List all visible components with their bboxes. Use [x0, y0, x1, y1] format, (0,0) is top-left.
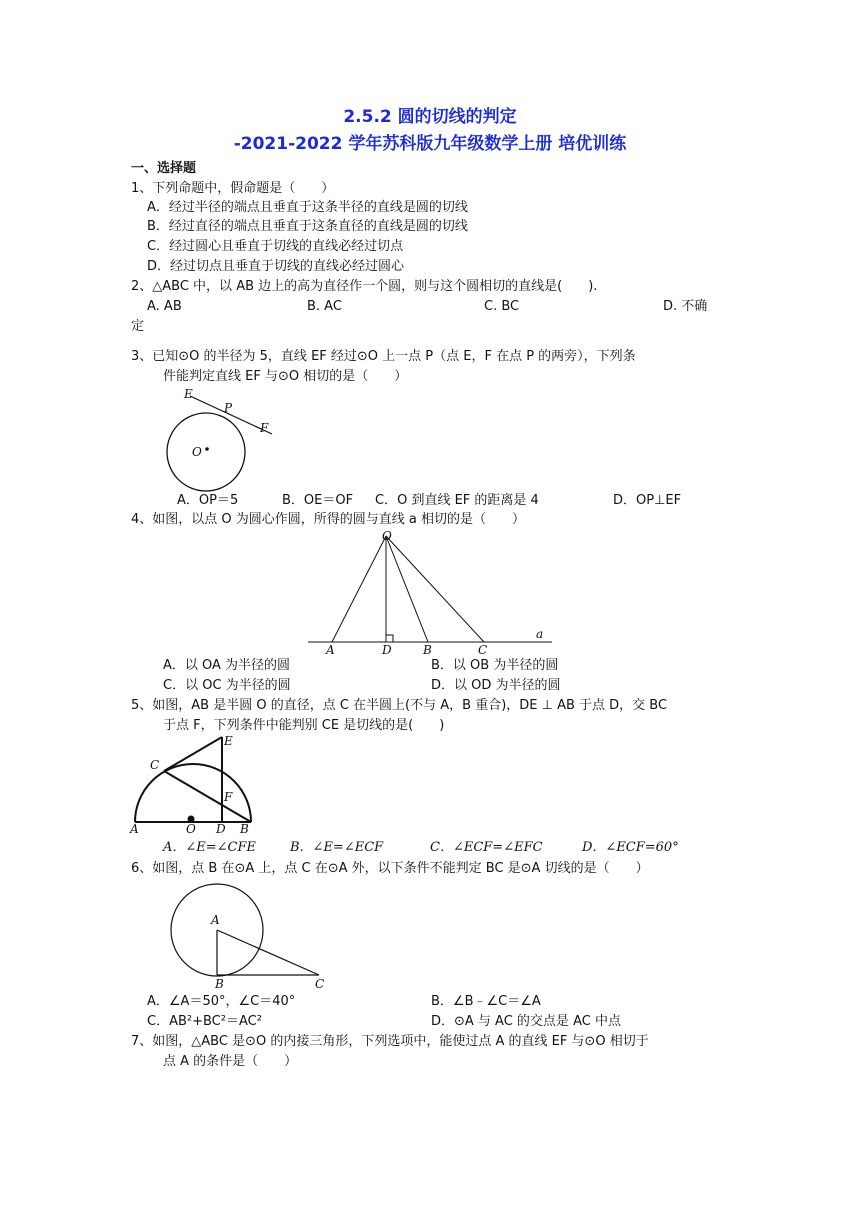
q5-label-b: B	[240, 822, 249, 835]
q5-option-d: D．∠ECF=60°	[582, 840, 679, 855]
q4-option-c: C．以 OC 为半径的圆	[163, 678, 291, 693]
page-title: 2.5.2 圆的切线的判定	[343, 107, 517, 127]
page-subtitle: -2021-2022 学年苏科版九年级数学上册 培优训练	[233, 134, 627, 154]
q3-stem-line2: 件能判定直线 EF 与⊙O 相切的是（ ）	[163, 369, 408, 384]
q1-option-b: B．经过直径的端点且垂直于这条直径的直线是圆的切线	[147, 219, 468, 234]
q5-segment-cb	[164, 771, 251, 822]
q3-figure	[160, 384, 280, 496]
q6-option-d: D．⊙A 与 AC 的交点是 AC 中点	[431, 1014, 621, 1029]
q6-label-c: C	[315, 977, 325, 990]
q3-option-c: C．O 到直线 EF 的距离是 4	[375, 493, 539, 508]
q4-segment-oc	[386, 536, 484, 642]
q4-label-c: C	[478, 643, 488, 656]
q5-label-f: F	[224, 790, 233, 804]
q6-stem: 6、如图，点 B 在⊙A 上，点 C 在⊙A 外，以下条件不能判定 BC 是⊙A 切线的是（ ）	[131, 861, 649, 876]
q3-label-f: F	[260, 421, 269, 435]
q5-label-o: O	[186, 822, 196, 835]
q1-option-a: A．经过半径的端点且垂直于这条半径的直线是圆的切线	[147, 200, 468, 215]
q3-label-p: P	[224, 401, 233, 415]
q4-figure	[300, 528, 560, 656]
q4-right-angle-mark	[386, 635, 393, 642]
q5-label-a: A	[130, 822, 139, 835]
q4-option-d: D．以 OD 为半径的圆	[431, 678, 561, 693]
q6-segment-ac	[217, 930, 319, 975]
q4-stem: 4、如图，以点 O 为圆心作圆，所得的圆与直线 a 相切的是（ ）	[131, 512, 525, 527]
q1-option-c: C．经过圆心且垂直于切线的直线必经过切点	[147, 239, 404, 254]
q3-center-dot	[205, 447, 209, 451]
q3-option-d: D．OP⊥EF	[613, 493, 682, 508]
q5-stem-line2: 于点 F，下列条件中能判别 CE 是切线的是( )	[163, 718, 445, 733]
q3-option-b: B．OE＝OF	[282, 493, 354, 508]
q2-option-d: D. 不确	[663, 299, 708, 314]
q5-segment-ce	[164, 737, 222, 771]
q3-option-a: A．OP＝5	[177, 493, 239, 508]
q1-stem: 1、下列命题中，假命题是（ ）	[131, 181, 335, 196]
q5-semicircle	[135, 764, 251, 822]
q4-label-o: O	[382, 529, 392, 543]
q6-label-b: B	[215, 977, 224, 990]
q4-label-a: A	[326, 643, 335, 656]
q7-stem-line1: 7、如图，△ABC 是⊙O 的内接三角形，下列选项中，能使过点 A 的直线 EF 与⊙O 相切于	[131, 1034, 649, 1049]
q2-option-d-continued: 定	[131, 319, 145, 334]
q5-label-c: C	[150, 758, 160, 772]
section-heading: 一、选择题	[131, 161, 197, 176]
q3-circle-o	[167, 413, 245, 491]
q4-option-a: A．以 OA 为半径的圆	[163, 658, 291, 673]
q6-option-a: A．∠A＝50°，∠C＝40°	[147, 994, 296, 1009]
q6-figure	[165, 878, 335, 990]
q5-option-a: A．∠E=∠CFE	[163, 840, 257, 855]
q4-segment-ob	[386, 536, 428, 642]
q2-option-b: B. AC	[307, 299, 342, 314]
q2-option-a: A. AB	[147, 299, 182, 314]
q3-label-e: E	[184, 387, 193, 401]
q2-option-c: C. BC	[484, 299, 520, 314]
q3-label-o: O	[192, 445, 202, 459]
q6-option-b: B．∠B﹣∠C＝∠A	[431, 994, 541, 1009]
q5-label-e: E	[224, 734, 233, 748]
q7-stem-line2: 点 A 的条件是（ ）	[163, 1054, 298, 1069]
q4-label-line-a: a	[536, 627, 544, 641]
q6-option-c: C．AB²+BC²＝AC²	[147, 1014, 262, 1029]
q3-stem-line1: 3、已知⊙O 的半径为 5，直线 EF 经过⊙O 上一点 P（点 E，F 在点 P 的两旁），下列条	[131, 349, 636, 364]
q4-label-b: B	[423, 643, 432, 656]
q5-stem-line1: 5、如图，AB 是半圆 O 的直径，点 C 在半圆上(不与 A，B 重合)，DE ⊥ AB 于点 D，交 BC	[131, 698, 668, 713]
q5-option-b: B．∠E=∠ECF	[290, 840, 384, 855]
q5-label-d: D	[216, 822, 226, 835]
q4-segment-oa	[332, 536, 386, 642]
q5-option-c: C．∠ECF=∠EFC	[430, 840, 543, 855]
q4-label-d: D	[382, 643, 392, 656]
q2-stem: 2、△ABC 中，以 AB 边上的高为直径作一个圆，则与这个圆相切的直线是( ).	[131, 279, 598, 294]
q5-figure	[128, 727, 260, 835]
q4-option-b: B．以 OB 为半径的圆	[431, 658, 559, 673]
q6-label-a: A	[211, 913, 220, 927]
q1-option-d: D．经过切点且垂直于切线的直线必经过圆心	[147, 259, 405, 274]
